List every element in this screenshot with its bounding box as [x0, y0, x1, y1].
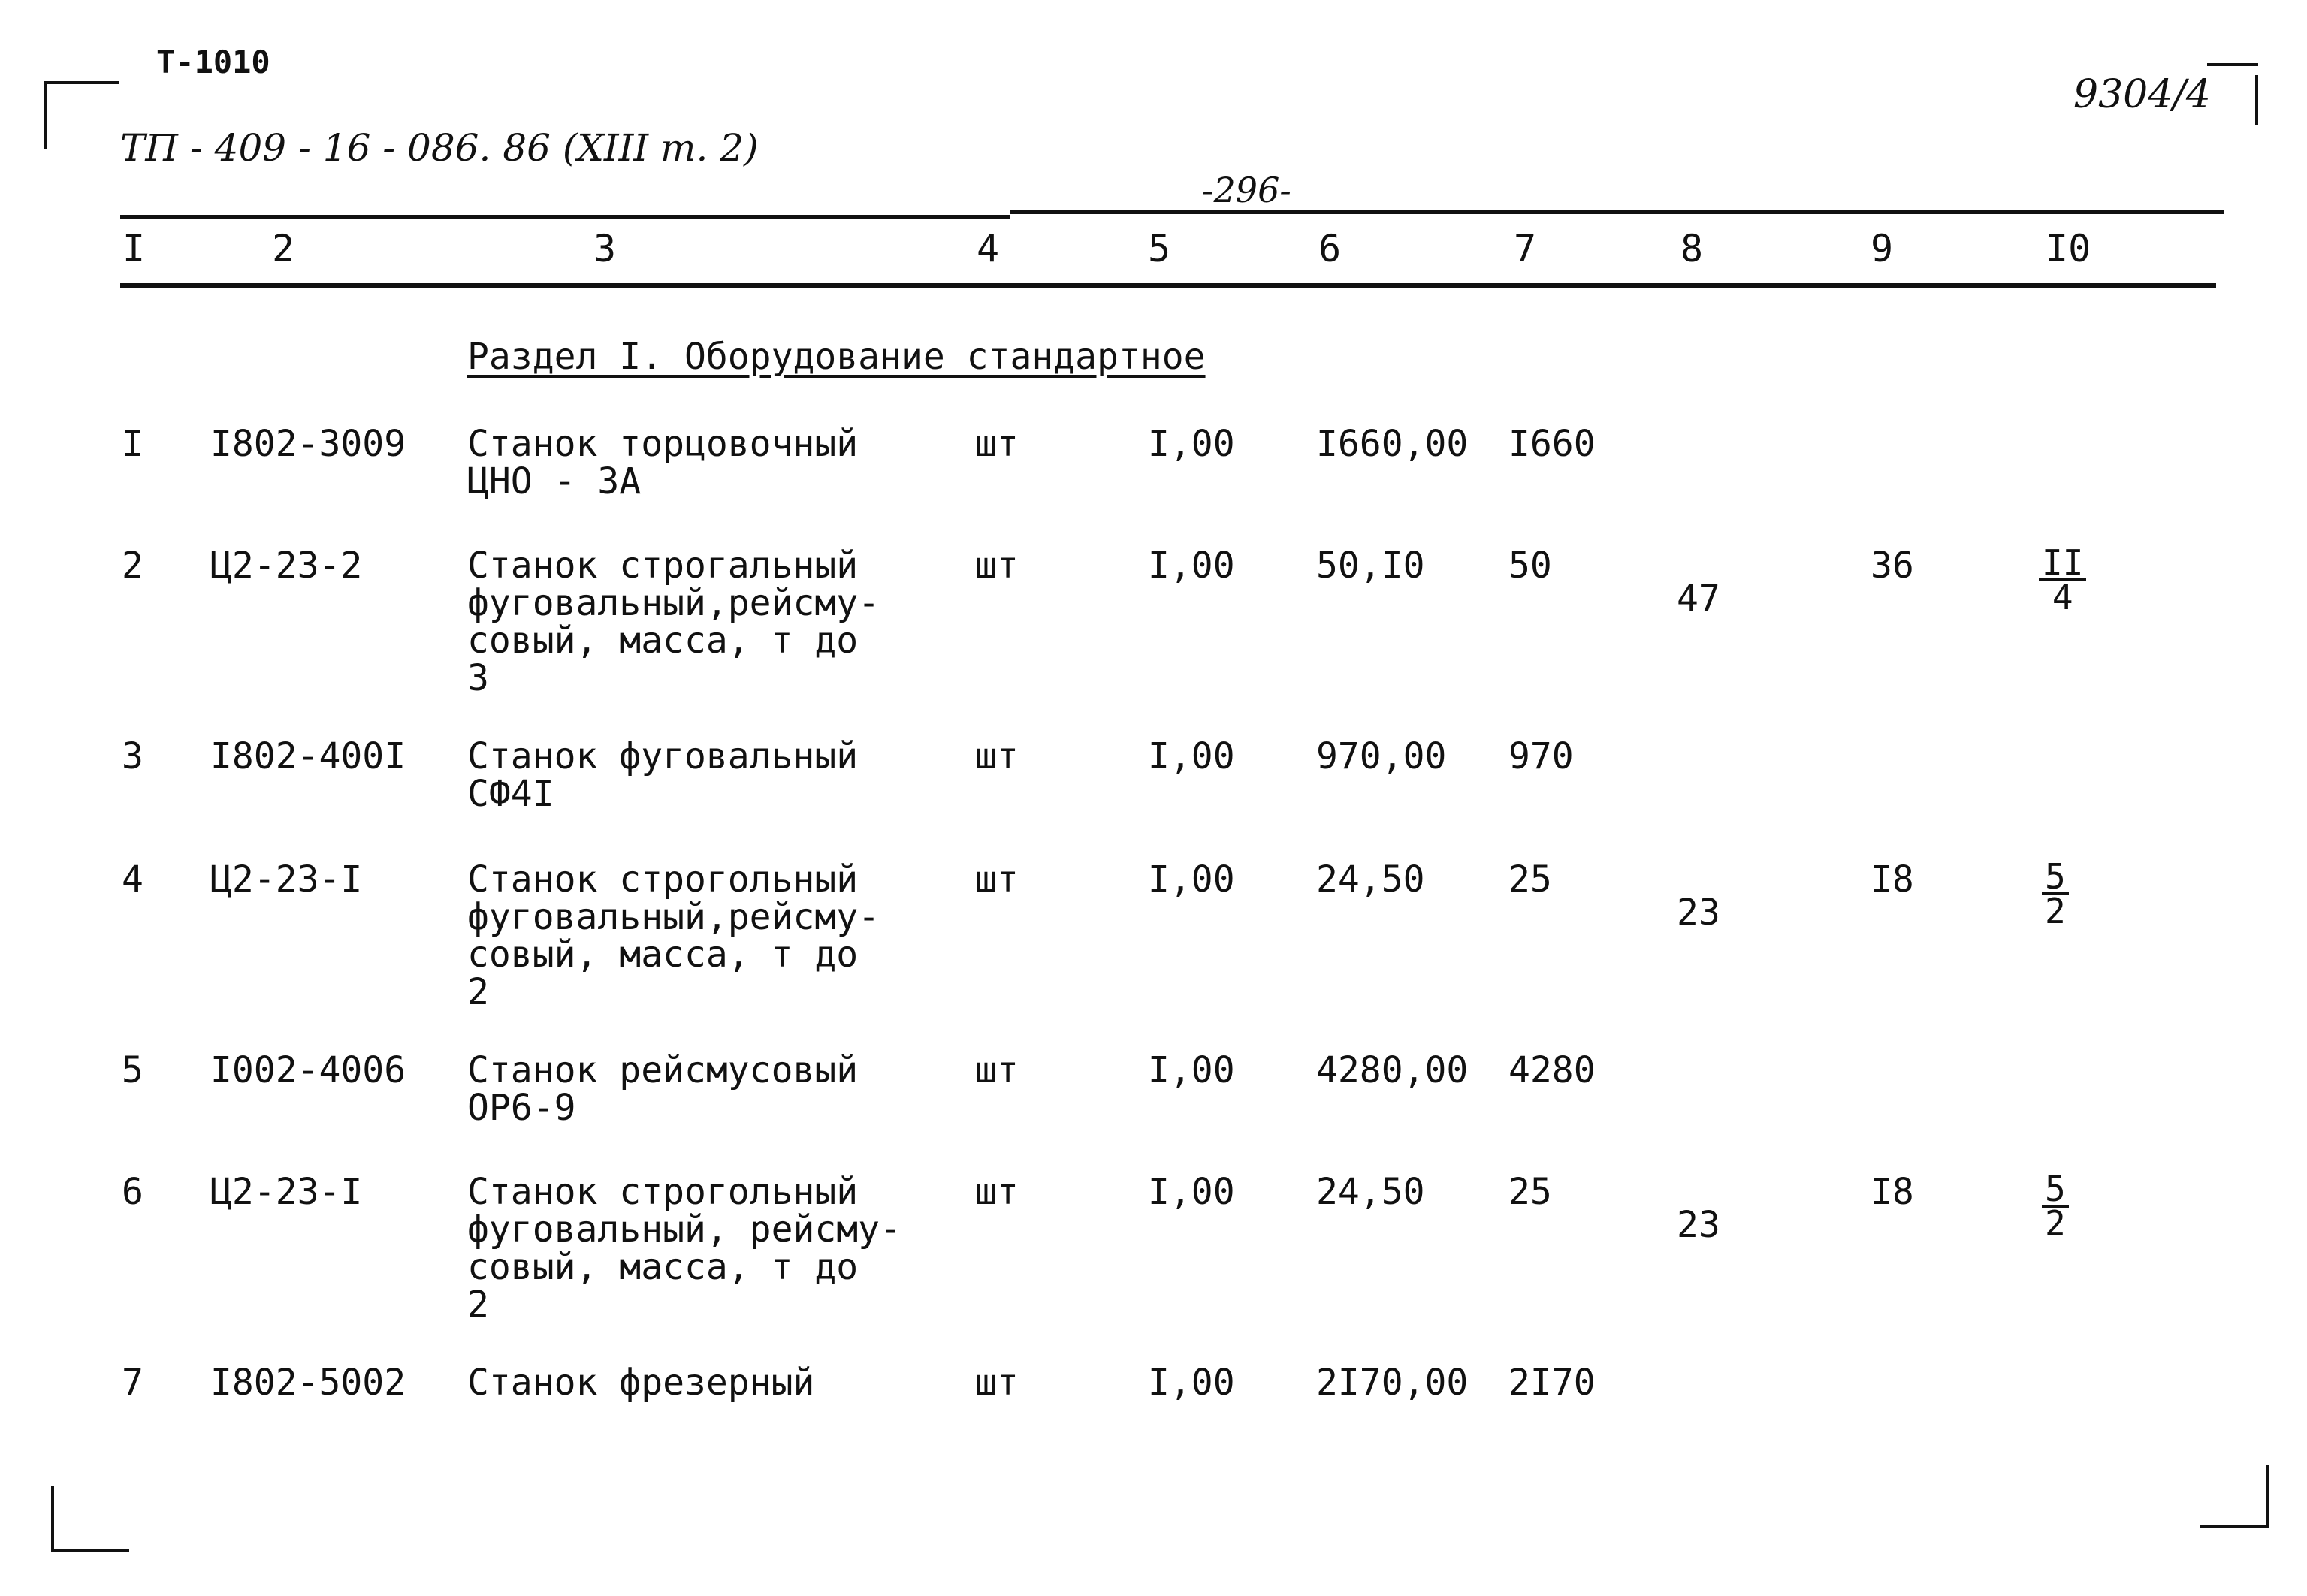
- item-price: 24,50: [1316, 858, 1425, 901]
- item-code: I802-3009: [210, 423, 406, 465]
- item-code: Ц2-23-I: [210, 1171, 363, 1213]
- item-name: Станок фрезерный: [467, 1362, 815, 1404]
- table-row: [0, 1364, 2307, 1409]
- item-quantity: I,00: [1148, 545, 1235, 587]
- corner-mark-bottom-left-h: [51, 1549, 129, 1552]
- item-unit: шт: [975, 545, 1019, 587]
- item-name: Станок торцовочный ЦНО - 3А: [467, 423, 859, 502]
- item-quantity: I,00: [1148, 858, 1235, 901]
- row-number: 3: [122, 735, 143, 777]
- table-row: [0, 425, 2307, 523]
- row-number: 5: [122, 1049, 143, 1091]
- fraction-numerator: 5: [2042, 861, 2069, 895]
- table-top-rule: [1010, 210, 2224, 214]
- column-headers: [0, 227, 2307, 272]
- item-name: Станок фуговальный СФ4I: [467, 735, 859, 815]
- fraction-numerator: II: [2039, 547, 2086, 581]
- item-unit: шт: [975, 1362, 1019, 1404]
- item-quantity: I,00: [1148, 1049, 1235, 1091]
- column-header-5: 5: [1148, 227, 1171, 270]
- item-unit: шт: [975, 735, 1019, 777]
- item-code: Ц2-23-I: [210, 858, 363, 901]
- column-9-value: I8: [1871, 1171, 1914, 1213]
- column-header-1: I: [122, 227, 146, 270]
- table-header-rule: [120, 283, 2216, 288]
- column-header-6: 6: [1318, 227, 1342, 270]
- fraction-numerator: 5: [2042, 1173, 2069, 1208]
- column-9-value: 36: [1871, 545, 1914, 587]
- item-unit: шт: [975, 1049, 1019, 1091]
- column-9-value: I8: [1871, 858, 1914, 901]
- item-price: I660,00: [1316, 423, 1469, 465]
- table-top-rule-left: [120, 215, 1010, 219]
- table-row: [0, 856, 2307, 1026]
- column-header-4: 4: [977, 227, 1000, 270]
- corner-mark-top-left-v: [44, 81, 47, 149]
- row-number: 4: [122, 858, 143, 901]
- item-price: 24,50: [1316, 1171, 1425, 1213]
- corner-mark-top-right-v: [2255, 75, 2258, 125]
- column-8-value: 47: [1677, 578, 1720, 620]
- item-code: I802-400I: [210, 735, 406, 777]
- sheet-code: Т-1010: [156, 44, 270, 80]
- column-header-9: 9: [1871, 227, 1894, 270]
- column-10-fraction: [2039, 542, 2086, 617]
- row-number: 7: [122, 1362, 143, 1404]
- album-reference: (XIII т. 2): [562, 126, 759, 170]
- item-total: 25: [1508, 858, 1552, 901]
- item-total: 970: [1508, 735, 1574, 777]
- item-name: Станок строгольный фуговальный,рейсму- совый, масса, т до 2: [467, 858, 880, 1013]
- item-quantity: I,00: [1148, 735, 1235, 777]
- item-name: Станок рейсмусовый ОР6-9: [467, 1049, 859, 1129]
- corner-mark-bottom-left-v: [51, 1486, 54, 1552]
- item-total: 25: [1508, 1171, 1552, 1213]
- corner-mark-bottom-right-h: [2200, 1525, 2269, 1528]
- item-unit: шт: [975, 858, 1019, 901]
- fraction-denominator: 2: [2045, 1203, 2066, 1244]
- item-quantity: I,00: [1148, 423, 1235, 465]
- item-name: Станок строгольный фуговальный, рейсму- совый, масса, т до 2: [467, 1171, 901, 1326]
- row-number: 6: [122, 1171, 143, 1213]
- section-title: Раздел I. Оборудование стандартное: [467, 336, 1206, 378]
- item-price: 970,00: [1316, 735, 1447, 777]
- item-price: 4280,00: [1316, 1049, 1469, 1091]
- column-header-8: 8: [1680, 227, 1704, 270]
- item-total: 4280: [1508, 1049, 1596, 1091]
- document-code-text: ТП - 409 - 16 - 086. 86: [120, 126, 551, 170]
- item-total: I660: [1508, 423, 1596, 465]
- table-row: [0, 1051, 2307, 1127]
- item-quantity: I,00: [1148, 1171, 1235, 1213]
- column-10-fraction: [2042, 856, 2069, 931]
- corner-mark-top-right-h: [2207, 63, 2258, 66]
- item-quantity: I,00: [1148, 1362, 1235, 1404]
- item-code: I002-4006: [210, 1049, 406, 1091]
- item-unit: шт: [975, 1171, 1019, 1213]
- item-price: 50,I0: [1316, 545, 1425, 587]
- column-header-2: 2: [272, 227, 295, 270]
- column-header-10: I0: [2046, 227, 2091, 270]
- column-10-fraction: [2042, 1169, 2069, 1244]
- document-code: [120, 126, 759, 170]
- column-header-7: 7: [1514, 227, 1537, 270]
- item-total: 50: [1508, 545, 1552, 587]
- corner-mark-bottom-right-v: [2266, 1465, 2269, 1528]
- column-8-value: 23: [1677, 892, 1720, 934]
- item-total: 2I70: [1508, 1362, 1596, 1404]
- corner-mark-top-left-h: [44, 81, 119, 84]
- archive-number: 9304/4: [2073, 72, 2211, 117]
- row-number: 2: [122, 545, 143, 587]
- table-row: [0, 735, 2307, 815]
- column-8-value: 23: [1677, 1204, 1720, 1246]
- page-number: -296-: [1202, 170, 1291, 210]
- item-price: 2I70,00: [1316, 1362, 1469, 1404]
- fraction-denominator: 2: [2045, 891, 2066, 931]
- item-unit: шт: [975, 423, 1019, 465]
- item-code: I802-5002: [210, 1362, 406, 1404]
- item-name: Станок строгальный фуговальный,рейсму- совый, масса, т до 3: [467, 545, 880, 699]
- fraction-denominator: 4: [2052, 577, 2073, 617]
- column-header-3: 3: [593, 227, 617, 270]
- table-row: [0, 1169, 2307, 1338]
- table-row: [0, 542, 2307, 712]
- item-code: Ц2-23-2: [210, 545, 363, 587]
- row-number: I: [122, 423, 143, 465]
